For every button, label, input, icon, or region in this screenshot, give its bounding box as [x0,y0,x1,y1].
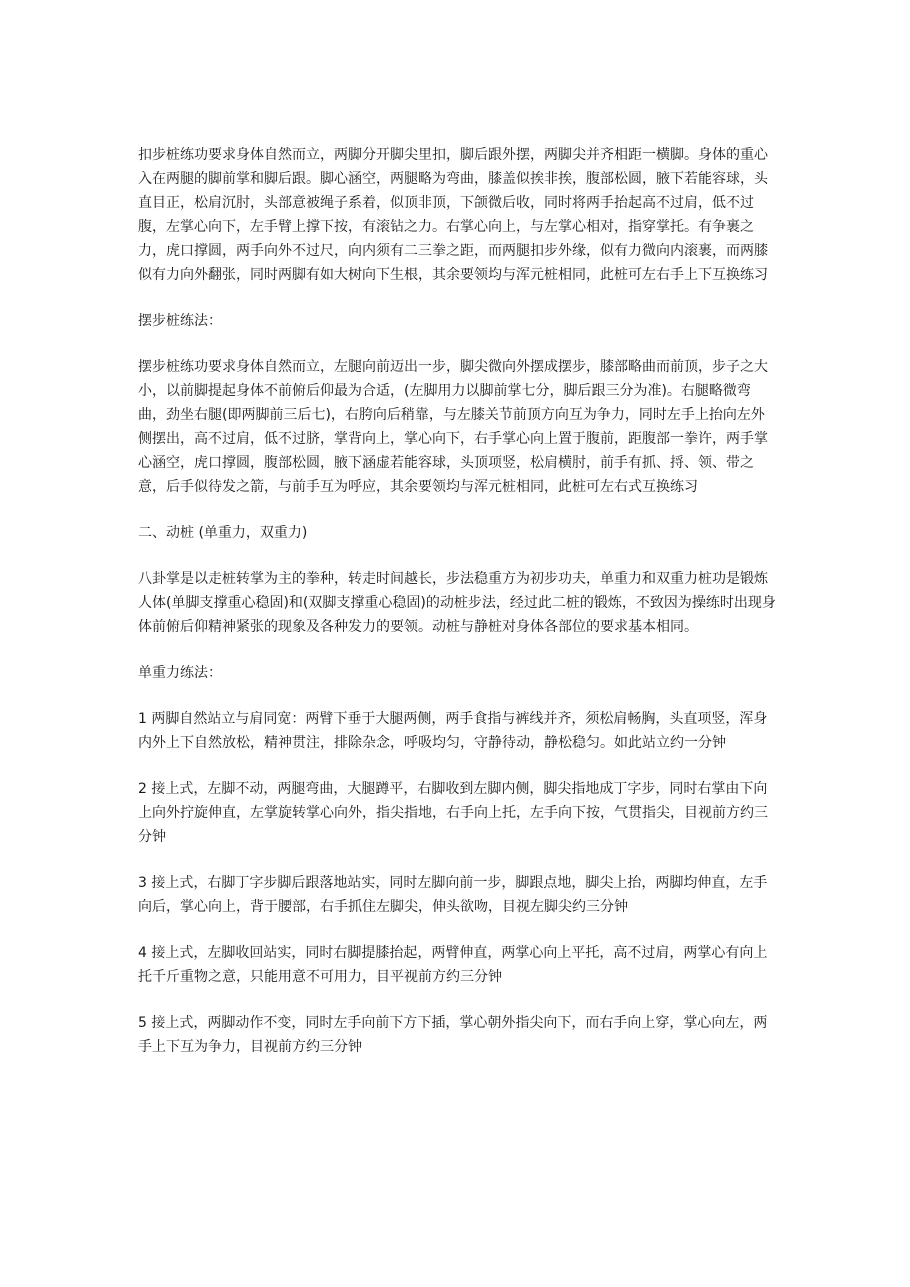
document-body [138,143,778,1081]
step-1: 1 两脚自然站立与肩同宽：两臂下垂于大腿两侧，两手食指与裤线并齐，须松肩畅胸，头直项竖，浑身内外上下自然放松，精神贯注，排除杂念，呼吸均匀，守静待动，静松稳匀。如此站立约一分钟 [138,711,768,751]
paragraph-baibu-zhuang: 摆步桩练功要求身体自然而立，左腿向前迈出一步，脚尖微向外摆成摆步，膝部略曲而前顶，步子之大小，以前脚提起身体不前俯后仰最为合适，(左脚用力以脚前掌七分，脚后跟三分为准)。右腿略微弯曲，劲坐右腿(即两脚前三后七)，右胯向后稍靠，与左膝关节前顶方向互为争力，同时左手上抬向左外侧摆出，高不过肩，低不过脐，掌背向上，掌心向下，右手掌心向上置于腹前，距腹部一拳许，两手掌心涵空，虎口撑圆，腹部松圆，腋下涵虚若能容球，头顶项竖，松肩横肘，前手有抓、捋、领、带之意，后手似待发之箭，与前手互为呼应，其余要领均与浑元桩相同，此桩可左右式互换练习 [138,359,768,495]
paragraph-koubu-zhuang: 扣步桩练功要求身体自然而立，两脚分开脚尖里扣，脚后跟外摆，两脚尖并齐相距一横脚。身体的重心入在两腿的脚前掌和脚后跟。脚心涵空，两腿略为弯曲，膝盖似挨非挨，腹部松圆，腋下若能容球，头直目正，松肩沉肘，头部意被绳子系着，似顶非顶，下颌微后收，同时将两手抬起高不过肩，低不过腹，左掌心向下，左手臂上撑下按，有滚钻之力。右掌心向上，与左掌心相对，指穿掌托。有争裹之力，虎口撑圆，两手向外不过尺，向内须有二三拳之距，而两腿扣步外缘，似有力微向内滚裹，而两膝似有力向外翻张，同时两脚有如大树向下生根，其余要领均与浑元桩相同，此桩可左右手上下互换练习 [138,147,768,283]
heading-baibu-zhuang: 摆步桩练法： [138,313,222,329]
heading-danzhongli: 单重力练法： [138,665,222,681]
step-4: 4 接上式，左脚收回站实，同时右脚提膝抬起，两臂伸直，两掌心向上平托，高不过肩，两掌心有向上托千斤重物之意，只能用意不可用力，目平视前方约三分钟 [138,945,768,985]
paragraph-bagua-intro: 八卦掌是以走桩转掌为主的拳种，转走时间越长，步法稳重方为初步功夫，单重力和双重力桩功是锻炼人体(单脚支撑重心稳固)和(双脚支撑重心稳固)的动桩步法，经过此二桩的锻炼，不致因为操练时出现身体前俯后仰精神紧张的现象及各种发力的要领。动桩与静桩对身体各部位的要求基本相同。 [138,571,776,635]
step-5: 5 接上式，两脚动作不变，同时左手向前下方下插，掌心朝外指尖向下，而右手向上穿，掌心向左，两手上下互为争力，目视前方约三分钟 [138,1015,768,1055]
step-2: 2 接上式，左脚不动，两腿弯曲，大腿蹲平，右脚收到左脚内侧，脚尖指地成丁字步，同时右掌由下向上向外拧旋伸直，左掌旋转掌心向外，指尖指地，右手向上托，左手向下按，气贯指尖，目视前方约三分钟 [138,781,768,845]
heading-dong-zhuang: 二、动桩 (单重力，双重力) [138,525,308,541]
step-3: 3 接上式，右脚丁字步脚后跟落地站实，同时左脚向前一步，脚跟点地，脚尖上抬，两脚均伸直，左手向后，掌心向上，背于腰部，右手抓住左脚尖，伸头欲吻，目视左脚尖约三分钟 [138,875,768,915]
